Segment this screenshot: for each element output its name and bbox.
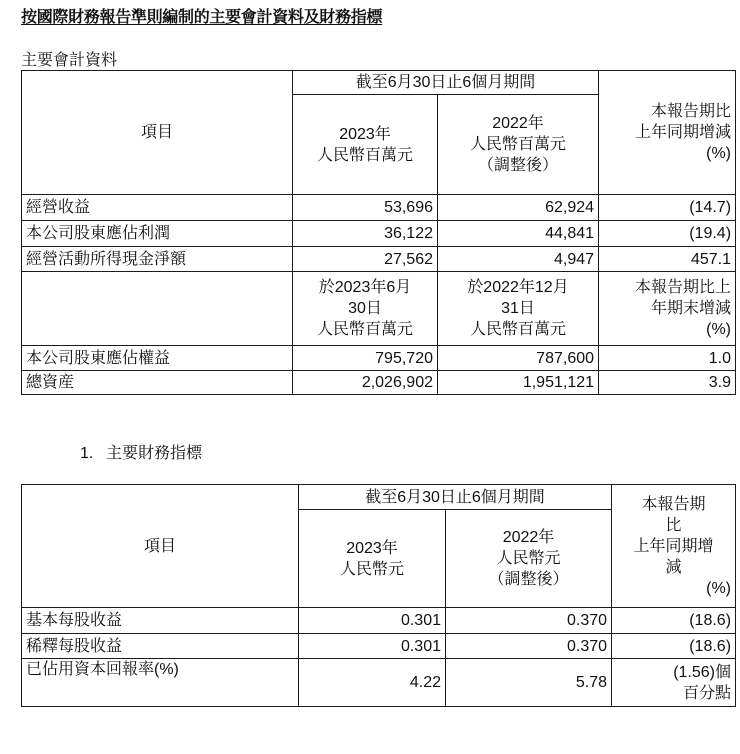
header-2023: 2023年 人民幣元 xyxy=(299,510,446,608)
key-financial-indicators-table xyxy=(21,484,736,707)
value-change: 3.9 xyxy=(599,371,736,395)
table-row xyxy=(22,371,736,395)
table-row xyxy=(22,608,736,634)
value-2022: 0.370 xyxy=(446,608,612,634)
section-title: 主要財務指標 xyxy=(106,445,203,462)
key-accounting-data-table xyxy=(21,70,736,395)
value-2023: 0.301 xyxy=(299,634,446,659)
subheader-row xyxy=(22,272,736,346)
value-b: 1,951,121 xyxy=(438,371,599,395)
value-change: 1.0 xyxy=(599,346,736,371)
subheader-2022-12-31: 於2022年12月 31日 人民幣百萬元 xyxy=(438,272,599,346)
value-change: (1.56)個 百分點 xyxy=(612,659,736,707)
row-label: 本公司股東應佔利潤 xyxy=(22,221,293,247)
value-2022: 5.78 xyxy=(446,659,612,707)
value-2023: 0.301 xyxy=(299,608,446,634)
value-change: (18.6) xyxy=(612,608,736,634)
value-b: 787,600 xyxy=(438,346,599,371)
row-label: 經營活動所得現金淨額 xyxy=(22,247,293,272)
subheader-2023-06-30: 於2023年6月 30日 人民幣百萬元 xyxy=(293,272,438,346)
document-title: 按國際財務報告準則編制的主要會計資料及財務指標 xyxy=(21,9,383,26)
table-row xyxy=(22,247,736,272)
subheader-empty xyxy=(22,272,293,346)
section-title-key-financial-indicators xyxy=(80,440,202,463)
table-row xyxy=(22,195,736,221)
value-2022: 62,924 xyxy=(438,195,599,221)
subheader-change: 本報告期比上 年期末增減 (%) xyxy=(599,272,736,346)
table-row xyxy=(22,659,736,707)
header-period-group: 截至6月30日止6個月期間 xyxy=(293,71,599,95)
value-2022: 4,947 xyxy=(438,247,599,272)
value-2023: 36,122 xyxy=(293,221,438,247)
value-change: (18.6) xyxy=(612,634,736,659)
row-label: 基本每股收益 xyxy=(22,608,299,634)
value-2023: 4.22 xyxy=(299,659,446,707)
value-a: 2,026,902 xyxy=(293,371,438,395)
header-2022: 2022年 人民幣百萬元 （調整後） xyxy=(438,95,599,195)
value-change: (19.4) xyxy=(599,221,736,247)
header-item: 項目 xyxy=(22,71,293,195)
value-2023: 53,696 xyxy=(293,195,438,221)
header-change: 本報告期 比 上年同期增 減 (%) xyxy=(612,485,736,608)
header-change: 本報告期比 上年同期增減 (%) xyxy=(599,71,736,195)
table-row xyxy=(22,634,736,659)
header-item: 項目 xyxy=(22,485,299,608)
value-change: 457.1 xyxy=(599,247,736,272)
table-row xyxy=(22,346,736,371)
section-number: 1. xyxy=(80,445,94,462)
header-2023: 2023年 人民幣百萬元 xyxy=(293,95,438,195)
value-a: 795,720 xyxy=(293,346,438,371)
section-title-key-accounting-data: 主要會計資料 xyxy=(21,52,118,69)
header-2022: 2022年 人民幣元 （調整後） xyxy=(446,510,612,608)
row-label: 本公司股東應佔權益 xyxy=(22,346,293,371)
value-2022: 0.370 xyxy=(446,634,612,659)
row-label: 總資産 xyxy=(22,371,293,395)
value-2023: 27,562 xyxy=(293,247,438,272)
row-label: 經營收益 xyxy=(22,195,293,221)
row-label: 稀釋每股收益 xyxy=(22,634,299,659)
value-change: (14.7) xyxy=(599,195,736,221)
table-row xyxy=(22,221,736,247)
header-period-group: 截至6月30日止6個月期間 xyxy=(299,485,612,510)
row-label: 已佔用資本回報率(%) xyxy=(22,659,299,707)
value-2022: 44,841 xyxy=(438,221,599,247)
